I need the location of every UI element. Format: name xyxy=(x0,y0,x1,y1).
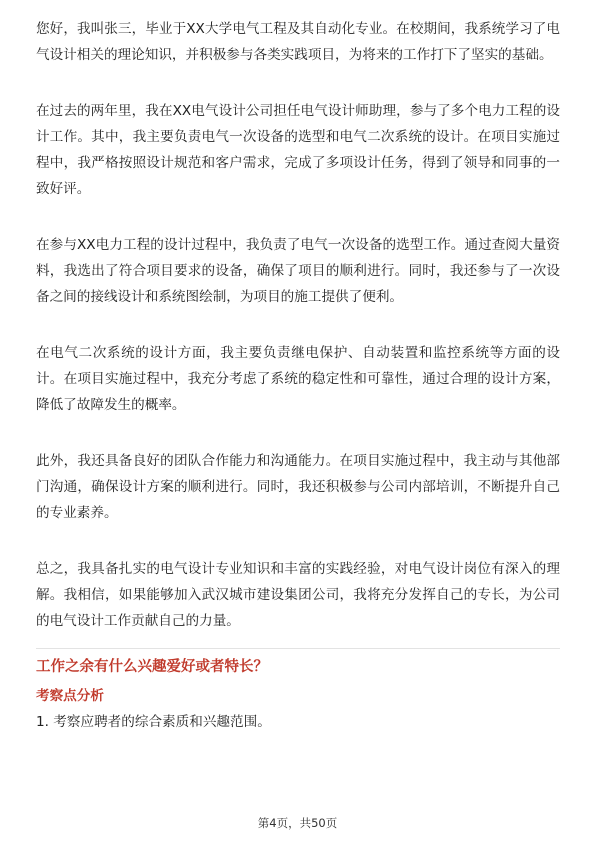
document-body xyxy=(36,16,560,733)
analysis-heading: 考察点分析 xyxy=(36,688,104,704)
paragraph-experience: 在过去的两年里，我在XX电气设计公司担任电气设计师助理，参与了多个电力工程的设计工作。其中，我主要负责电气一次设备的选型和电气二次系统的设计。在项目实施过程中，我严格按照设计规范和客户需求，完成了多项设计任务，得到了领导和同事的一致好评。 xyxy=(36,103,560,197)
paragraph-project-secondary: 在电气二次系统的设计方面，我主要负责继电保护、自动装置和监控系统等方面的设计。在项目实施过程中，我充分考虑了系统的稳定性和可靠性，通过合理的设计方案，降低了故障发生的概率。 xyxy=(36,345,560,413)
paragraph-project-primary: 在参与XX电力工程的设计过程中，我负责了电气一次设备的选型工作。通过查阅大量资料，我选出了符合项目要求的设备，确保了项目的顺利进行。同时，我还参与了一次设备之间的接线设计和系统图绘制，为项目的施工提供了便利。 xyxy=(36,237,560,305)
paragraph-teamwork: 此外，我还具备良好的团队合作能力和沟通能力。在项目实施过程中，我主动与其他部门沟通，确保设计方案的顺利进行。同时，我还积极参与公司内部培训，不断提升自己的专业素养。 xyxy=(36,453,560,521)
analysis-item: 1. 考察应聘者的综合素质和兴趣范围。 xyxy=(36,714,271,730)
page-number: 第4页，共50页 xyxy=(257,816,338,830)
section-divider xyxy=(36,648,560,649)
paragraph-conclusion: 总之，我具备扎实的电气设计专业知识和丰富的实践经验，对电气设计岗位有深入的理解。我相信，如果能够加入武汉城市建设集团公司，我将充分发挥自己的专长，为公司的电气设计工作贡献自己的力量。 xyxy=(36,561,560,629)
question-title: 工作之余有什么兴趣爱好或者特长？ xyxy=(36,659,268,675)
paragraph-intro: 您好，我叫张三，毕业于XX大学电气工程及其自动化专业。在校期间，我系统学习了电气设计相关的理论知识，并积极参与各类实践项目，为将来的工作打下了坚实的基础。 xyxy=(36,21,560,63)
